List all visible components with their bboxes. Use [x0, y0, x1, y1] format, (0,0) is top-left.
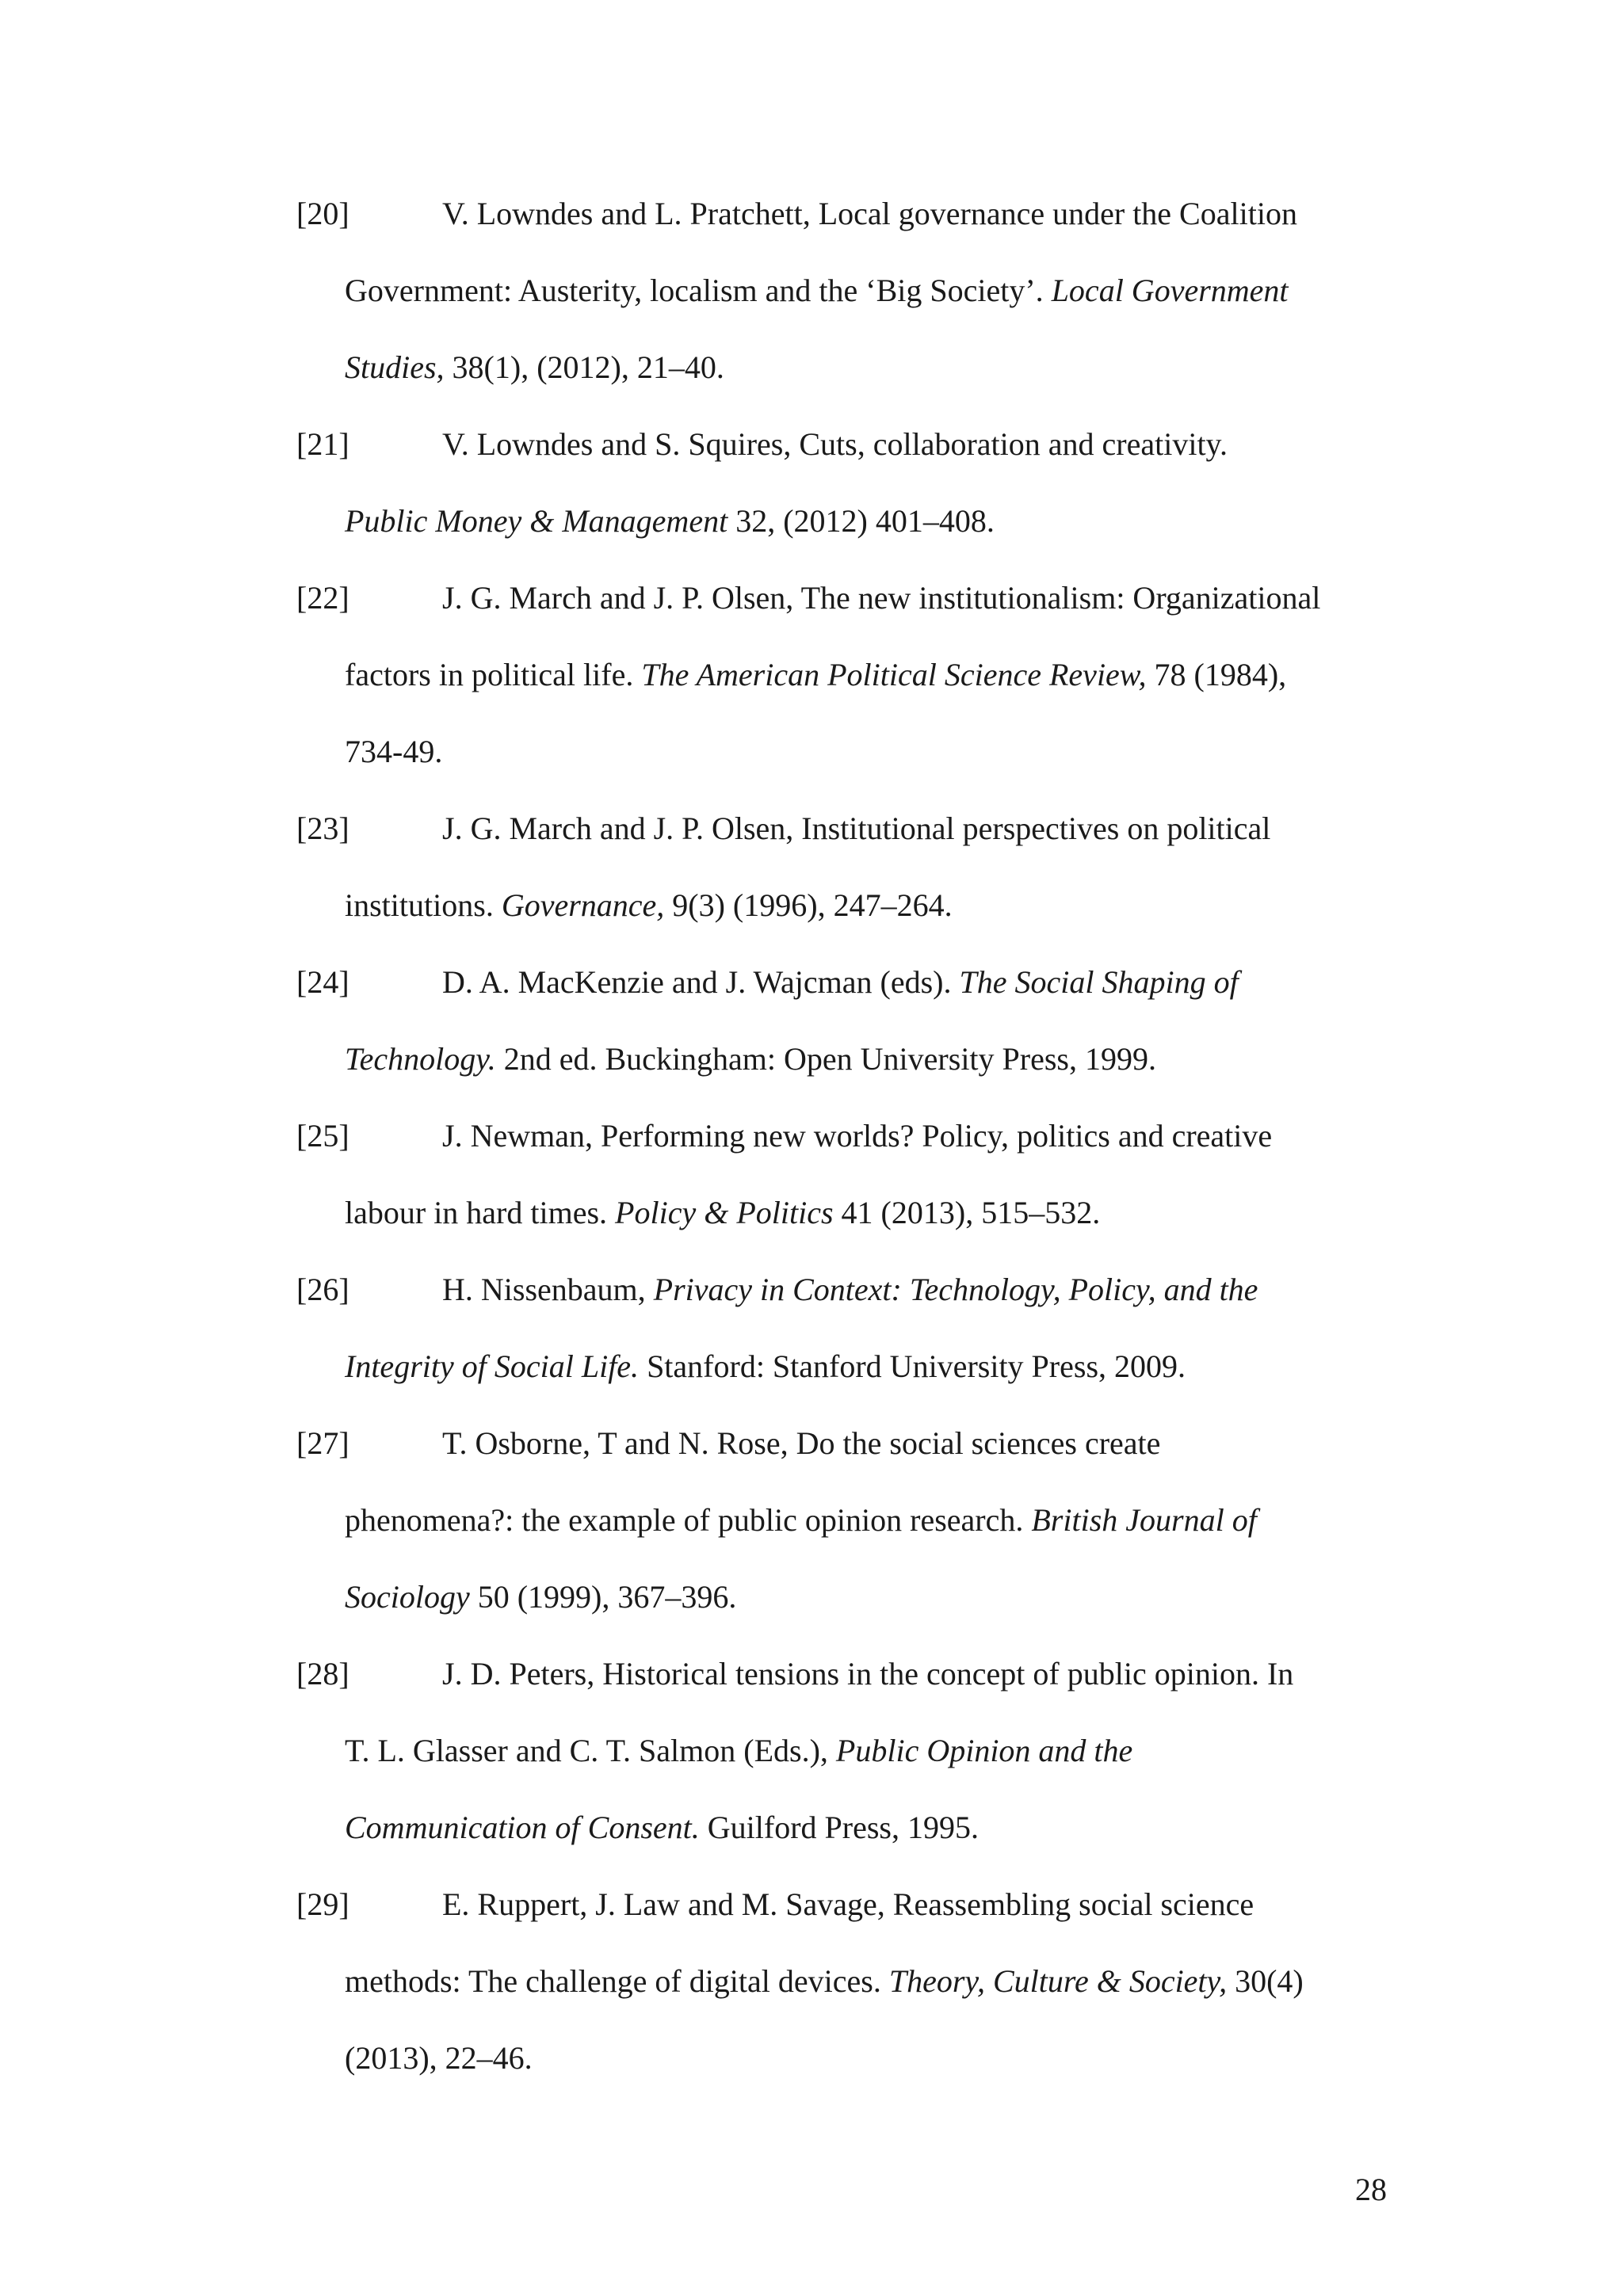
reference-text-segment: 734-49. [345, 734, 443, 769]
reference-text-segment: 9(3) (1996), 247–264. [664, 887, 953, 923]
reference-text-segment: 50 (1999), 367–396. [469, 1579, 737, 1615]
reference-number: [20] [296, 196, 349, 231]
italic-title: Integrity of Social Life. [345, 1348, 640, 1384]
reference-line [296, 2035, 1390, 2111]
reference-list [296, 190, 1390, 2111]
reference-text [442, 1420, 1160, 1467]
reference-line [296, 1727, 1390, 1804]
reference-text [345, 267, 1289, 315]
reference-text [345, 344, 724, 391]
reference-text-segment: 30(4) [1227, 1963, 1304, 1999]
reference-line [296, 959, 1390, 1035]
italic-title: Privacy in Context: Technology, Policy, and the [653, 1272, 1258, 1307]
reference-text [345, 1189, 1100, 1237]
reference-number: [26] [296, 1272, 349, 1307]
reference-line [296, 1881, 1390, 1958]
reference-line [296, 574, 1390, 651]
reference-text-segment: 32, (2012) 401–408. [727, 503, 995, 539]
reference-text-segment: D. A. MacKenzie and J. Wajcman (eds). [442, 964, 960, 1000]
reference-text-segment: V. Lowndes and S. Squires, Cuts, collaboration and creativity. [442, 426, 1228, 462]
reference-text-segment: J. G. March and J. P. Olsen, The new institutionalism: Organizational [442, 580, 1321, 616]
reference-entry [296, 805, 1390, 959]
reference-text [442, 959, 1239, 1006]
reference-text-segment: 2nd ed. Buckingham: Open University Press, 1999. [495, 1041, 1156, 1077]
reference-text-segment: Guilford Press, 1995. [699, 1810, 979, 1845]
reference-line [296, 267, 1390, 344]
reference-text-segment: V. Lowndes and L. Pratchett, Local governance under the Coalition [442, 196, 1297, 231]
reference-number: [28] [296, 1656, 349, 1691]
reference-entry [296, 1112, 1390, 1266]
italic-title: Studies, [345, 349, 445, 385]
reference-text-segment: labour in hard times. [345, 1195, 616, 1230]
reference-line [296, 805, 1390, 882]
italic-title: British Journal of [1031, 1502, 1257, 1538]
reference-text-segment: phenomena?: the example of public opinion research. [345, 1502, 1032, 1538]
reference-line [296, 421, 1390, 498]
reference-text-segment: Stanford: Stanford University Press, 2009. [639, 1348, 1186, 1384]
reference-text-segment: 41 (2013), 515–532. [833, 1195, 1101, 1230]
reference-text-segment: H. Nissenbaum, [442, 1272, 654, 1307]
reference-text-segment: 78 (1984), [1146, 657, 1287, 692]
italic-title: Sociology [345, 1579, 470, 1615]
reference-text [442, 421, 1228, 468]
reference-line [296, 190, 1390, 267]
italic-title: The Social Shaping of [959, 964, 1239, 1000]
reference-entry [296, 959, 1390, 1112]
reference-line [296, 882, 1390, 959]
reference-text [345, 498, 995, 545]
reference-text-segment: J. G. March and J. P. Olsen, Institutional perspectives on political [442, 810, 1271, 846]
reference-line [296, 1958, 1390, 2035]
reference-text-segment: J. Newman, Performing new worlds? Policy, politics and creative [442, 1118, 1273, 1154]
reference-entry [296, 1881, 1390, 2111]
reference-text-segment: institutions. [345, 887, 502, 923]
reference-text [345, 728, 442, 776]
reference-text [442, 574, 1320, 622]
reference-line [296, 344, 1390, 421]
italic-title: Governance, [501, 887, 665, 923]
reference-text [345, 1958, 1304, 2005]
reference-text [345, 1343, 1186, 1390]
reference-text [345, 1035, 1156, 1083]
reference-text [442, 805, 1270, 852]
reference-text [442, 1881, 1254, 1928]
reference-line [296, 728, 1390, 805]
reference-number: [27] [296, 1425, 349, 1461]
reference-text [345, 651, 1286, 699]
reference-text-segment: E. Ruppert, J. Law and M. Savage, Reassembling social science [442, 1886, 1254, 1922]
reference-line [296, 1420, 1390, 1497]
reference-text-segment: methods: The challenge of digital devices. [345, 1963, 889, 1999]
reference-text [442, 1266, 1258, 1314]
reference-line [296, 1035, 1390, 1112]
reference-line [296, 1266, 1390, 1343]
reference-text-segment: (2013), 22–46. [345, 2040, 533, 2076]
reference-text [345, 1573, 736, 1621]
reference-line [296, 1343, 1390, 1420]
reference-text [345, 2035, 533, 2082]
reference-entry [296, 1266, 1390, 1420]
reference-text [345, 882, 953, 929]
italic-title: Public Money & Management [345, 503, 728, 539]
reference-text-segment: factors in political life. [345, 657, 642, 692]
italic-title: Public Opinion and the [835, 1733, 1133, 1768]
reference-line [296, 1650, 1390, 1727]
italic-title: Policy & Politics [615, 1195, 834, 1230]
reference-text-segment: T. Osborne, T and N. Rose, Do the social sciences create [442, 1425, 1161, 1461]
reference-number: [23] [296, 810, 349, 846]
reference-line [296, 651, 1390, 728]
italic-title: Theory, Culture & Society, [888, 1963, 1228, 1999]
reference-text [345, 1727, 1132, 1775]
reference-text [345, 1497, 1257, 1544]
reference-text-segment: T. L. Glasser and C. T. Salmon (Eds.), [345, 1733, 836, 1768]
reference-text-segment: J. D. Peters, Historical tensions in the concept of public opinion. In [442, 1656, 1294, 1691]
reference-number: [21] [296, 426, 349, 462]
reference-number: [24] [296, 964, 349, 1000]
reference-entry [296, 1420, 1390, 1650]
italic-title: Local Government [1051, 273, 1289, 308]
reference-entry [296, 574, 1390, 805]
reference-number: [29] [296, 1886, 349, 1922]
reference-text [442, 1650, 1293, 1698]
reference-text-segment: Government: Austerity, localism and the ‘Big Society’. [345, 273, 1052, 308]
reference-line [296, 1189, 1390, 1266]
italic-title: Communication of Consent. [345, 1810, 700, 1845]
reference-entry [296, 190, 1390, 421]
reference-line [296, 1573, 1390, 1650]
reference-line [296, 498, 1390, 574]
italic-title: The American Political Science Review, [641, 657, 1147, 692]
reference-number: [22] [296, 580, 349, 616]
page-number: 28 [1355, 2172, 1387, 2207]
reference-number: [25] [296, 1118, 349, 1154]
reference-line [296, 1804, 1390, 1881]
reference-line [296, 1497, 1390, 1573]
reference-line [296, 1112, 1390, 1189]
reference-text [442, 190, 1297, 238]
reference-text-segment: 38(1), (2012), 21–40. [444, 349, 724, 385]
italic-title: Technology. [345, 1041, 496, 1077]
reference-entry [296, 421, 1390, 574]
reference-text [345, 1804, 979, 1852]
reference-text [442, 1112, 1272, 1160]
reference-entry [296, 1650, 1390, 1881]
